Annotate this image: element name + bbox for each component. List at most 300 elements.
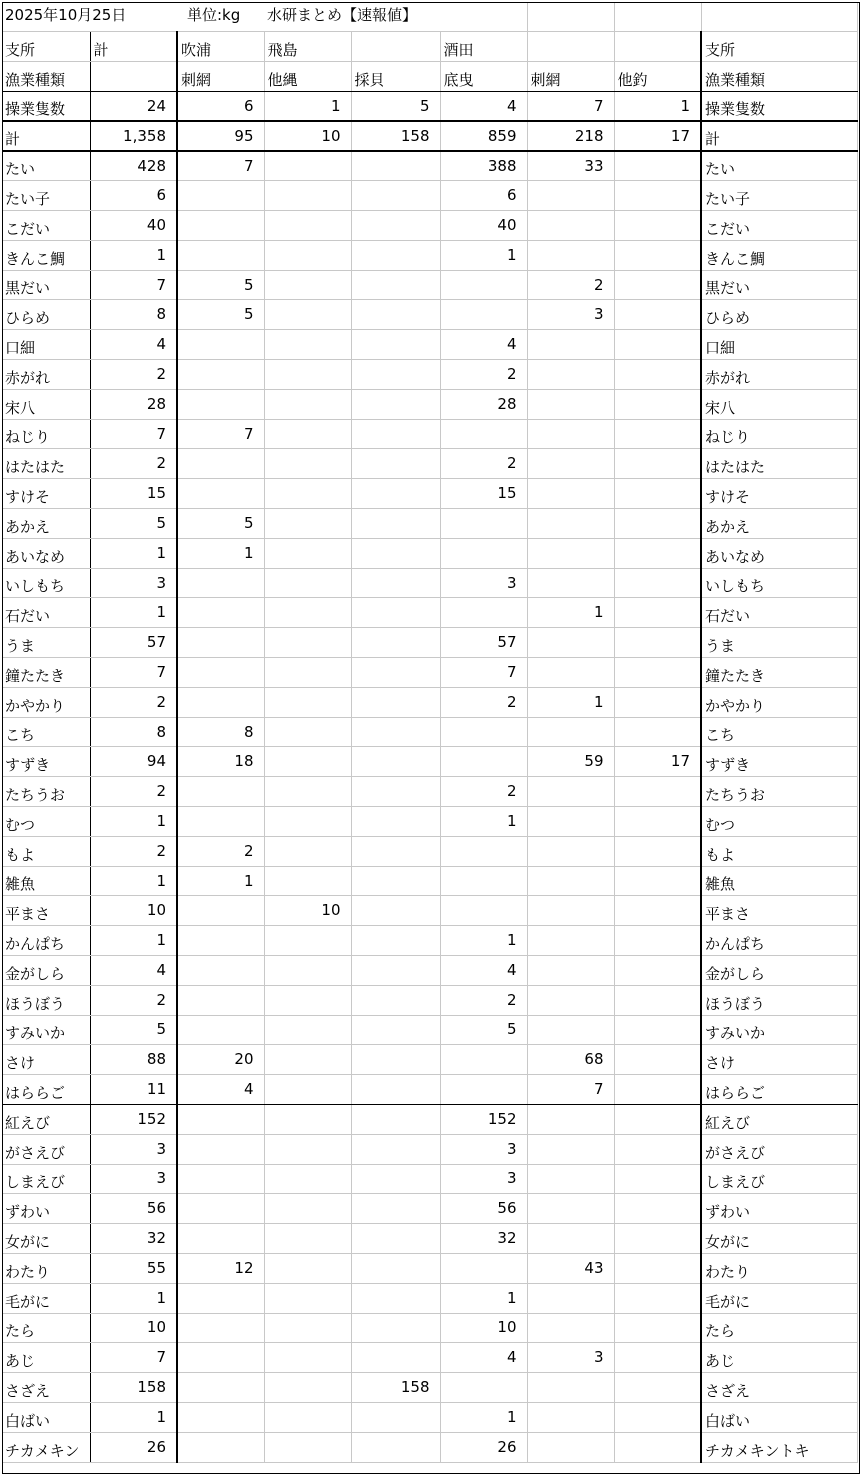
value-cell [351, 956, 440, 986]
value-cell [351, 1253, 440, 1283]
value-cell [264, 1373, 351, 1403]
unit-label: 単位:kg [177, 2, 264, 32]
value-cell: 2 [440, 449, 527, 479]
value-cell [614, 1283, 701, 1313]
value-cell [614, 1194, 701, 1224]
species-label-cell: ひらめ [2, 300, 90, 330]
value-cell [351, 240, 440, 270]
value-cell [351, 747, 440, 777]
value-cell [351, 1343, 440, 1373]
species-label-cell: むつ [2, 807, 90, 837]
species-label-cell: こだい [2, 211, 90, 241]
species-label-cell: きんこ鯛 [701, 240, 857, 270]
value-cell [614, 181, 701, 211]
value-cell [90, 62, 177, 92]
value-cell [614, 717, 701, 747]
value-cell [264, 419, 351, 449]
value-cell: 158 [90, 1373, 177, 1403]
table-row [2, 1283, 857, 1313]
value-cell [264, 658, 351, 688]
value-cell [614, 1373, 701, 1403]
table-row [2, 926, 857, 956]
empty-cell [701, 2, 857, 32]
summary-label: 水研まとめ【速報値】 [264, 2, 527, 32]
value-cell [177, 896, 264, 926]
species-label-cell: いしもち [2, 568, 90, 598]
value-cell [614, 538, 701, 568]
table-row [2, 628, 857, 658]
value-cell: 59 [527, 747, 614, 777]
value-cell: 1 [440, 1402, 527, 1432]
value-cell [527, 330, 614, 360]
value-cell [351, 1104, 440, 1134]
value-cell: 218 [527, 121, 614, 151]
value-cell: 3 [527, 300, 614, 330]
species-label-cell: わたり [701, 1253, 857, 1283]
value-cell [527, 181, 614, 211]
value-cell: 8 [90, 300, 177, 330]
value-cell [527, 509, 614, 539]
value-cell: 1 [177, 866, 264, 896]
value-cell [440, 717, 527, 747]
value-cell: 3 [440, 1134, 527, 1164]
value-cell [614, 1015, 701, 1045]
species-label-cell: あいなめ [701, 538, 857, 568]
value-cell [614, 1045, 701, 1075]
value-cell: 40 [440, 211, 527, 241]
table-row [2, 1015, 857, 1045]
table-row [2, 807, 857, 837]
value-cell [177, 240, 264, 270]
value-cell [264, 1253, 351, 1283]
value-cell [614, 449, 701, 479]
species-label-cell: 金がしら [701, 956, 857, 986]
species-label-cell: 計 [2, 121, 90, 151]
value-cell [351, 1402, 440, 1432]
value-cell [177, 956, 264, 986]
table-row [2, 1253, 857, 1283]
species-label-cell: ねじり [2, 419, 90, 449]
species-label-cell: はららご [701, 1075, 857, 1105]
value-cell [614, 211, 701, 241]
species-label-cell: うま [2, 628, 90, 658]
value-cell [177, 687, 264, 717]
value-cell [351, 181, 440, 211]
value-cell [614, 926, 701, 956]
value-cell [351, 419, 440, 449]
value-cell [264, 866, 351, 896]
value-cell [351, 449, 440, 479]
value-cell [614, 1104, 701, 1134]
value-cell [351, 1164, 440, 1194]
value-cell [351, 538, 440, 568]
value-cell [614, 509, 701, 539]
value-cell [614, 687, 701, 717]
value-cell: 28 [440, 389, 527, 419]
value-cell: 7 [527, 1075, 614, 1105]
value-cell [527, 1402, 614, 1432]
species-label-cell: 毛がに [2, 1283, 90, 1313]
value-cell: 6 [440, 181, 527, 211]
value-cell [614, 1134, 701, 1164]
species-label-cell: あじ [701, 1343, 857, 1373]
value-cell [177, 389, 264, 419]
table-row [2, 687, 857, 717]
table-row [2, 1313, 857, 1343]
species-label-cell: すけそ [701, 479, 857, 509]
value-cell [527, 807, 614, 837]
value-cell: 94 [90, 747, 177, 777]
value-cell [440, 1253, 527, 1283]
value-cell: 15 [90, 479, 177, 509]
value-cell [614, 985, 701, 1015]
value-cell [177, 628, 264, 658]
table-row [2, 1164, 857, 1194]
value-cell [177, 568, 264, 598]
species-label-cell: さけ [2, 1045, 90, 1075]
value-cell [351, 926, 440, 956]
value-cell [614, 1313, 701, 1343]
value-cell: 7 [90, 658, 177, 688]
value-cell [527, 419, 614, 449]
table-row [2, 1134, 857, 1164]
value-cell: 2 [440, 687, 527, 717]
species-label-cell: たい子 [701, 181, 857, 211]
value-cell [527, 240, 614, 270]
value-cell [264, 1045, 351, 1075]
value-cell [527, 926, 614, 956]
species-label-cell: 女がに [701, 1224, 857, 1254]
value-cell [351, 717, 440, 747]
value-cell [527, 628, 614, 658]
value-cell: 152 [90, 1104, 177, 1134]
table-row [2, 419, 857, 449]
value-cell [264, 1283, 351, 1313]
value-cell [264, 300, 351, 330]
value-cell: 2 [527, 270, 614, 300]
value-cell [177, 777, 264, 807]
species-label-cell: 支所 [2, 32, 90, 62]
value-cell [264, 151, 351, 181]
value-cell: 3 [90, 1164, 177, 1194]
species-label-cell: 白ばい [701, 1402, 857, 1432]
value-cell [264, 598, 351, 628]
value-cell: 158 [351, 1373, 440, 1403]
species-label-cell: あいなめ [2, 538, 90, 568]
value-cell [177, 1164, 264, 1194]
species-label-cell: たら [701, 1313, 857, 1343]
species-label-cell: がさえび [701, 1134, 857, 1164]
value-cell: 428 [90, 151, 177, 181]
species-label-cell: わたり [2, 1253, 90, 1283]
value-cell: 7 [90, 1343, 177, 1373]
value-cell [351, 1224, 440, 1254]
value-cell: 15 [440, 479, 527, 509]
value-cell [614, 658, 701, 688]
value-cell [177, 330, 264, 360]
species-label-cell: 紅えび [701, 1104, 857, 1134]
species-label-cell: すみいか [701, 1015, 857, 1045]
species-label-cell: かやかり [701, 687, 857, 717]
value-cell: 4 [440, 91, 527, 121]
species-label-cell: はたはた [2, 449, 90, 479]
species-label-cell: たちうお [2, 777, 90, 807]
value-cell: 10 [90, 1313, 177, 1343]
value-cell [177, 360, 264, 390]
species-label-cell: しまえび [2, 1164, 90, 1194]
table-row [2, 717, 857, 747]
species-label-cell: たい [2, 151, 90, 181]
value-cell [264, 1313, 351, 1343]
value-cell: 2 [90, 449, 177, 479]
value-cell [614, 1402, 701, 1432]
value-cell [177, 181, 264, 211]
table-row [2, 151, 857, 181]
table-row [2, 568, 857, 598]
value-cell [351, 32, 440, 62]
value-cell [440, 419, 527, 449]
value-cell: 158 [351, 121, 440, 151]
value-cell [351, 509, 440, 539]
value-cell [177, 598, 264, 628]
species-label-cell: 操業隻数 [701, 91, 857, 121]
value-cell [177, 1373, 264, 1403]
species-label-cell: たい子 [2, 181, 90, 211]
value-cell [177, 1194, 264, 1224]
value-cell: 2 [177, 836, 264, 866]
table-row [2, 896, 857, 926]
value-cell [177, 1313, 264, 1343]
value-cell: 388 [440, 151, 527, 181]
value-cell [440, 509, 527, 539]
value-cell [440, 896, 527, 926]
value-cell [177, 985, 264, 1015]
value-cell: 2 [440, 985, 527, 1015]
value-cell: 1 [90, 1402, 177, 1432]
value-cell: 4 [90, 330, 177, 360]
value-cell: 2 [90, 360, 177, 390]
species-label-cell: 黒だい [2, 270, 90, 300]
value-cell [177, 1402, 264, 1432]
value-cell: 10 [90, 896, 177, 926]
species-label-cell: さざえ [701, 1373, 857, 1403]
table-row [2, 330, 857, 360]
species-label-cell: うま [701, 628, 857, 658]
value-cell: 5 [177, 509, 264, 539]
value-cell: 採貝 [351, 62, 440, 92]
gear-header-row [2, 62, 857, 92]
species-label-cell: こだい [701, 211, 857, 241]
species-label-cell: ずわい [701, 1194, 857, 1224]
value-cell [177, 1104, 264, 1134]
value-cell [527, 658, 614, 688]
species-label-cell: はららご [2, 1075, 90, 1105]
value-cell [351, 479, 440, 509]
species-label-cell: ほうぼう [2, 985, 90, 1015]
value-cell: 56 [440, 1194, 527, 1224]
value-cell [527, 1164, 614, 1194]
species-label-cell: いしもち [701, 568, 857, 598]
value-cell [351, 1134, 440, 1164]
value-cell: 5 [177, 300, 264, 330]
value-cell [264, 777, 351, 807]
species-label-cell: 平まさ [2, 896, 90, 926]
value-cell [351, 151, 440, 181]
value-cell: 2 [440, 360, 527, 390]
value-cell [177, 658, 264, 688]
value-cell [527, 1015, 614, 1045]
value-cell [527, 360, 614, 390]
table-row [2, 509, 857, 539]
value-cell: 4 [440, 330, 527, 360]
value-cell [264, 926, 351, 956]
value-cell [351, 1432, 440, 1462]
species-label-cell: 口細 [701, 330, 857, 360]
species-label-cell: もよ [701, 836, 857, 866]
table-row [2, 449, 857, 479]
value-cell: 飛島 [264, 32, 351, 62]
value-cell: 17 [614, 121, 701, 151]
value-cell [614, 1075, 701, 1105]
value-cell: 5 [351, 91, 440, 121]
value-cell [177, 1283, 264, 1313]
table-row [2, 598, 857, 628]
value-cell [264, 330, 351, 360]
species-label-cell: 漁業種類 [2, 62, 90, 92]
value-cell [440, 1045, 527, 1075]
species-label-cell: 支所 [701, 32, 857, 62]
value-cell: 6 [177, 91, 264, 121]
empty-cell [614, 2, 701, 32]
value-cell [440, 538, 527, 568]
value-cell [264, 628, 351, 658]
total-row [2, 121, 857, 151]
value-cell: 28 [90, 389, 177, 419]
value-cell [440, 747, 527, 777]
value-cell [614, 419, 701, 449]
value-cell [351, 598, 440, 628]
value-cell: 1 [90, 1283, 177, 1313]
value-cell [614, 956, 701, 986]
value-cell: 3 [440, 568, 527, 598]
species-label-cell: 毛がに [701, 1283, 857, 1313]
value-cell [351, 896, 440, 926]
value-cell [527, 1134, 614, 1164]
value-cell: 26 [90, 1432, 177, 1462]
species-label-cell: すみいか [2, 1015, 90, 1045]
value-cell [527, 32, 614, 62]
value-cell: 57 [90, 628, 177, 658]
value-cell [264, 389, 351, 419]
species-label-cell: たら [2, 1313, 90, 1343]
table-row [2, 1373, 857, 1403]
value-cell [614, 270, 701, 300]
value-cell: 1 [440, 926, 527, 956]
value-cell [527, 1373, 614, 1403]
empty-cell [527, 2, 614, 32]
species-label-cell: 紅えび [2, 1104, 90, 1134]
value-cell: 2 [90, 985, 177, 1015]
value-cell: 20 [177, 1045, 264, 1075]
value-cell [351, 360, 440, 390]
table-row [2, 270, 857, 300]
value-cell [351, 1194, 440, 1224]
value-cell: 68 [527, 1045, 614, 1075]
species-label-cell: こち [701, 717, 857, 747]
table-row [2, 658, 857, 688]
value-cell: 酒田 [440, 32, 527, 62]
value-cell: 5 [440, 1015, 527, 1045]
species-label-cell: きんこ鯛 [2, 240, 90, 270]
value-cell [177, 479, 264, 509]
value-cell: 10 [264, 896, 351, 926]
table-row [2, 538, 857, 568]
value-cell [351, 389, 440, 419]
value-cell [177, 926, 264, 956]
table-row [2, 866, 857, 896]
value-cell [614, 240, 701, 270]
value-cell [614, 389, 701, 419]
value-cell [614, 1253, 701, 1283]
value-cell: 1 [527, 687, 614, 717]
species-label-cell: 宋八 [701, 389, 857, 419]
value-cell: 1 [90, 538, 177, 568]
species-label-cell: 雑魚 [701, 866, 857, 896]
value-cell [351, 270, 440, 300]
value-cell [614, 32, 701, 62]
value-cell: 1 [440, 240, 527, 270]
value-cell [351, 330, 440, 360]
value-cell [264, 1224, 351, 1254]
value-cell: 7 [177, 151, 264, 181]
species-label-cell: チカメキントキ [701, 1432, 857, 1462]
species-label-cell: 計 [701, 121, 857, 151]
species-label-cell: 石だい [701, 598, 857, 628]
species-label-cell: すずき [701, 747, 857, 777]
value-cell [264, 1194, 351, 1224]
species-label-cell: ほうぼう [701, 985, 857, 1015]
value-cell [264, 240, 351, 270]
title-row [2, 2, 857, 32]
value-cell [177, 1224, 264, 1254]
value-cell: 4 [177, 1075, 264, 1105]
species-label-cell: むつ [701, 807, 857, 837]
value-cell: 3 [90, 1134, 177, 1164]
value-cell [614, 300, 701, 330]
species-label-cell: 女がに [2, 1224, 90, 1254]
value-cell [614, 1432, 701, 1462]
value-cell: 他釣 [614, 62, 701, 92]
value-cell: 57 [440, 628, 527, 658]
species-label-cell: かんぱち [701, 926, 857, 956]
value-cell: 40 [90, 211, 177, 241]
value-cell [264, 807, 351, 837]
species-label-cell: もよ [2, 836, 90, 866]
value-cell [264, 985, 351, 1015]
value-cell [177, 211, 264, 241]
value-cell: 1 [527, 598, 614, 628]
value-cell [440, 598, 527, 628]
value-cell [614, 1343, 701, 1373]
value-cell: 7 [177, 419, 264, 449]
value-cell [614, 479, 701, 509]
species-label-cell: ずわい [2, 1194, 90, 1224]
value-cell [351, 1283, 440, 1313]
value-cell: 7 [90, 419, 177, 449]
species-label-cell: 赤がれ [2, 360, 90, 390]
value-cell [264, 538, 351, 568]
table-row [2, 1194, 857, 1224]
